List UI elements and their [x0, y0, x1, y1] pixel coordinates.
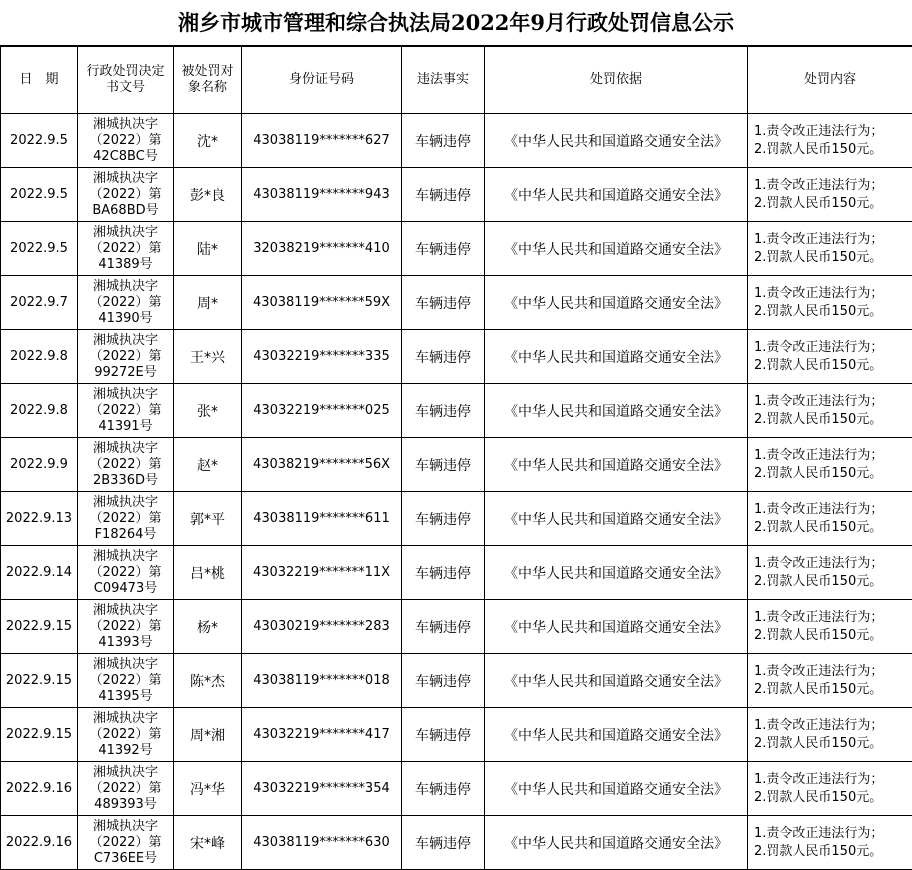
doc-no-line-2: （2022）第	[89, 780, 162, 796]
doc-no-line-3: C736EE号	[93, 850, 158, 866]
cell-id-number: 32038219*******410	[242, 222, 402, 276]
cell-doc-no	[78, 762, 174, 816]
cell-doc-no	[78, 492, 174, 546]
cell-id-number: 43038119*******59X	[242, 276, 402, 330]
table-row	[1, 654, 912, 708]
doc-no-line-2: （2022）第	[89, 726, 162, 742]
table-row	[1, 114, 912, 168]
cell-violation-fact: 车辆违停	[402, 654, 485, 708]
cell-doc-no	[78, 222, 174, 276]
penalty-line-2: 2.罚款人民币150元。	[754, 843, 883, 859]
cell-violation-fact: 车辆违停	[402, 492, 485, 546]
penalty-line-2: 2.罚款人民币150元。	[754, 627, 883, 643]
cell-target-name: 沈*	[174, 114, 242, 168]
cell-penalty-basis: 《中华人民共和国道路交通安全法》	[485, 762, 748, 816]
doc-no-line-2: （2022）第	[89, 294, 162, 310]
doc-no-line-2: （2022）第	[89, 672, 162, 688]
cell-penalty-content	[748, 654, 912, 708]
table-row	[1, 330, 912, 384]
cell-doc-no	[78, 330, 174, 384]
header-row	[1, 47, 912, 114]
penalty-line-2: 2.罚款人民币150元。	[754, 573, 883, 589]
table-row	[1, 438, 912, 492]
cell-date: 2022.9.8	[1, 384, 78, 438]
penalty-table	[0, 46, 912, 870]
cell-date: 2022.9.16	[1, 816, 78, 870]
doc-no-line-2: （2022）第	[89, 510, 162, 526]
cell-date: 2022.9.16	[1, 762, 78, 816]
cell-id-number: 43032219*******025	[242, 384, 402, 438]
cell-target-name: 陈*杰	[174, 654, 242, 708]
cell-target-name: 陆*	[174, 222, 242, 276]
doc-no-line-1: 湘城执决字	[92, 764, 158, 780]
penalty-line-1: 1.责令改正违法行为；	[754, 555, 884, 571]
penalty-line-1: 1.责令改正违法行为；	[754, 339, 884, 355]
doc-no-line-3: F18264号	[94, 526, 157, 542]
header-fact: 违法事实	[402, 47, 485, 114]
cell-target-name: 赵*	[174, 438, 242, 492]
cell-date: 2022.9.9	[1, 438, 78, 492]
doc-no-line-1: 湘城执决字	[92, 386, 158, 402]
table-row	[1, 222, 912, 276]
penalty-line-2: 2.罚款人民币150元。	[754, 357, 883, 373]
cell-id-number: 43038119*******627	[242, 114, 402, 168]
cell-id-number: 43030219*******283	[242, 600, 402, 654]
cell-id-number: 43038119*******611	[242, 492, 402, 546]
cell-target-name: 周*湘	[174, 708, 242, 762]
cell-penalty-content	[748, 384, 912, 438]
cell-id-number: 43032219*******11X	[242, 546, 402, 600]
cell-target-name: 宋*峰	[174, 816, 242, 870]
doc-no-line-1: 湘城执决字	[92, 602, 158, 618]
cell-id-number: 43032219*******417	[242, 708, 402, 762]
cell-penalty-basis: 《中华人民共和国道路交通安全法》	[485, 330, 748, 384]
doc-no-line-3: 42C8BC号	[93, 148, 158, 164]
doc-no-line-3: 99272E号	[94, 364, 157, 380]
cell-penalty-basis: 《中华人民共和国道路交通安全法》	[485, 654, 748, 708]
cell-date: 2022.9.15	[1, 654, 78, 708]
cell-penalty-basis: 《中华人民共和国道路交通安全法》	[485, 708, 748, 762]
penalty-line-2: 2.罚款人民币150元。	[754, 789, 883, 805]
penalty-line-1: 1.责令改正违法行为；	[754, 825, 884, 841]
doc-no-line-1: 湘城执决字	[92, 494, 158, 510]
cell-penalty-basis: 《中华人民共和国道路交通安全法》	[485, 276, 748, 330]
cell-violation-fact: 车辆违停	[402, 438, 485, 492]
penalty-line-2: 2.罚款人民币150元。	[754, 303, 883, 319]
cell-penalty-content	[748, 168, 912, 222]
doc-no-line-2: （2022）第	[89, 456, 162, 472]
doc-no-line-2: （2022）第	[89, 186, 162, 202]
table-row	[1, 600, 912, 654]
cell-date: 2022.9.13	[1, 492, 78, 546]
cell-target-name: 彭*良	[174, 168, 242, 222]
table-row	[1, 816, 912, 870]
doc-no-line-3: 2B336D号	[92, 472, 158, 488]
penalty-line-1: 1.责令改正违法行为；	[754, 717, 884, 733]
cell-penalty-content	[748, 762, 912, 816]
doc-no-line-2: （2022）第	[89, 132, 162, 148]
cell-target-name: 吕*桃	[174, 546, 242, 600]
cell-penalty-content	[748, 222, 912, 276]
cell-penalty-basis: 《中华人民共和国道路交通安全法》	[485, 384, 748, 438]
doc-no-line-2: （2022）第	[89, 402, 162, 418]
doc-no-line-3: BA68BD号	[92, 202, 159, 218]
cell-penalty-basis: 《中华人民共和国道路交通安全法》	[485, 492, 748, 546]
doc-no-line-1: 湘城执决字	[92, 224, 158, 240]
cell-violation-fact: 车辆违停	[402, 546, 485, 600]
header-id-no: 身份证号码	[242, 47, 402, 114]
cell-penalty-basis: 《中华人民共和国道路交通安全法》	[485, 168, 748, 222]
penalty-line-1: 1.责令改正违法行为；	[754, 177, 884, 193]
doc-no-line-3: 41395号	[98, 688, 153, 704]
cell-penalty-basis: 《中华人民共和国道路交通安全法》	[485, 816, 748, 870]
cell-id-number: 43038119*******018	[242, 654, 402, 708]
cell-doc-no	[78, 600, 174, 654]
doc-no-line-1: 湘城执决字	[92, 818, 158, 834]
cell-target-name: 冯*华	[174, 762, 242, 816]
cell-penalty-basis: 《中华人民共和国道路交通安全法》	[485, 600, 748, 654]
penalty-line-2: 2.罚款人民币150元。	[754, 249, 883, 265]
cell-penalty-content	[748, 330, 912, 384]
cell-violation-fact: 车辆违停	[402, 114, 485, 168]
cell-penalty-basis: 《中华人民共和国道路交通安全法》	[485, 222, 748, 276]
header-date: 日 期	[1, 47, 78, 114]
doc-no-line-3: 41393号	[98, 634, 153, 650]
cell-target-name: 杨*	[174, 600, 242, 654]
cell-target-name: 周*	[174, 276, 242, 330]
cell-violation-fact: 车辆违停	[402, 600, 485, 654]
cell-penalty-content	[748, 546, 912, 600]
penalty-line-1: 1.责令改正违法行为；	[754, 231, 884, 247]
cell-doc-no	[78, 384, 174, 438]
page-title: 湘乡市城市管理和综合执法局2022年9月行政处罚信息公示	[0, 0, 912, 46]
doc-no-line-2: （2022）第	[89, 348, 162, 364]
doc-no-line-1: 湘城执决字	[92, 710, 158, 726]
doc-no-line-2: （2022）第	[89, 618, 162, 634]
doc-no-line-3: 41392号	[98, 742, 153, 758]
cell-violation-fact: 车辆违停	[402, 276, 485, 330]
cell-penalty-content	[748, 114, 912, 168]
doc-no-line-3: 489393号	[94, 796, 157, 812]
table-row	[1, 168, 912, 222]
penalty-line-2: 2.罚款人民币150元。	[754, 141, 883, 157]
cell-violation-fact: 车辆违停	[402, 222, 485, 276]
penalty-line-2: 2.罚款人民币150元。	[754, 411, 883, 427]
doc-no-line-2: （2022）第	[89, 240, 162, 256]
header-doc-no: 行政处罚决定书文号	[78, 47, 174, 114]
penalty-line-1: 1.责令改正违法行为；	[754, 609, 884, 625]
doc-no-line-1: 湘城执决字	[92, 548, 158, 564]
penalty-line-2: 2.罚款人民币150元。	[754, 195, 883, 211]
cell-date: 2022.9.8	[1, 330, 78, 384]
penalty-line-1: 1.责令改正违法行为；	[754, 123, 884, 139]
cell-doc-no	[78, 276, 174, 330]
cell-violation-fact: 车辆违停	[402, 168, 485, 222]
penalty-line-1: 1.责令改正违法行为；	[754, 663, 884, 679]
cell-penalty-content	[748, 276, 912, 330]
cell-date: 2022.9.5	[1, 222, 78, 276]
penalty-line-1: 1.责令改正违法行为；	[754, 447, 884, 463]
doc-no-line-1: 湘城执决字	[92, 170, 158, 186]
cell-penalty-basis: 《中华人民共和国道路交通安全法》	[485, 438, 748, 492]
cell-penalty-content	[748, 600, 912, 654]
doc-no-line-2: （2022）第	[89, 564, 162, 580]
doc-no-line-3: 41390号	[98, 310, 153, 326]
doc-no-line-3: 41391号	[98, 418, 153, 434]
penalty-line-2: 2.罚款人民币150元。	[754, 681, 883, 697]
cell-id-number: 43032219*******354	[242, 762, 402, 816]
doc-no-line-3: C09473号	[93, 580, 158, 596]
cell-doc-no	[78, 708, 174, 762]
cell-target-name: 王*兴	[174, 330, 242, 384]
cell-violation-fact: 车辆违停	[402, 384, 485, 438]
cell-target-name: 张*	[174, 384, 242, 438]
cell-date: 2022.9.5	[1, 114, 78, 168]
cell-violation-fact: 车辆违停	[402, 330, 485, 384]
table-row	[1, 492, 912, 546]
cell-target-name: 郭*平	[174, 492, 242, 546]
cell-penalty-content	[748, 492, 912, 546]
table-row	[1, 384, 912, 438]
cell-penalty-basis: 《中华人民共和国道路交通安全法》	[485, 546, 748, 600]
cell-date: 2022.9.15	[1, 600, 78, 654]
cell-id-number: 43032219*******335	[242, 330, 402, 384]
cell-doc-no	[78, 114, 174, 168]
header-content: 处罚内容	[748, 47, 912, 114]
penalty-line-1: 1.责令改正违法行为；	[754, 285, 884, 301]
cell-penalty-content	[748, 708, 912, 762]
cell-date: 2022.9.14	[1, 546, 78, 600]
table-row	[1, 762, 912, 816]
doc-no-line-2: （2022）第	[89, 834, 162, 850]
cell-doc-no	[78, 654, 174, 708]
cell-violation-fact: 车辆违停	[402, 816, 485, 870]
penalty-line-2: 2.罚款人民币150元。	[754, 519, 883, 535]
doc-no-line-1: 湘城执决字	[92, 332, 158, 348]
penalty-line-2: 2.罚款人民币150元。	[754, 735, 883, 751]
cell-doc-no	[78, 438, 174, 492]
doc-no-line-1: 湘城执决字	[92, 656, 158, 672]
cell-penalty-content	[748, 816, 912, 870]
penalty-line-1: 1.责令改正违法行为；	[754, 501, 884, 517]
cell-doc-no	[78, 816, 174, 870]
cell-penalty-basis: 《中华人民共和国道路交通安全法》	[485, 114, 748, 168]
cell-date: 2022.9.7	[1, 276, 78, 330]
cell-date: 2022.9.5	[1, 168, 78, 222]
cell-violation-fact: 车辆违停	[402, 762, 485, 816]
doc-no-line-3: 41389号	[98, 256, 153, 272]
cell-date: 2022.9.15	[1, 708, 78, 762]
cell-id-number: 43038219*******56X	[242, 438, 402, 492]
doc-no-line-1: 湘城执决字	[92, 278, 158, 294]
table-row	[1, 708, 912, 762]
table-row	[1, 546, 912, 600]
header-basis: 处罚依据	[485, 47, 748, 114]
cell-doc-no	[78, 168, 174, 222]
penalty-line-1: 1.责令改正违法行为；	[754, 771, 884, 787]
cell-id-number: 43038119*******943	[242, 168, 402, 222]
cell-doc-no	[78, 546, 174, 600]
penalty-line-2: 2.罚款人民币150元。	[754, 465, 883, 481]
table-row	[1, 276, 912, 330]
penalty-line-1: 1.责令改正违法行为；	[754, 393, 884, 409]
doc-no-line-1: 湘城执决字	[92, 116, 158, 132]
doc-no-line-1: 湘城执决字	[92, 440, 158, 456]
cell-id-number: 43038119*******630	[242, 816, 402, 870]
cell-violation-fact: 车辆违停	[402, 708, 485, 762]
cell-penalty-content	[748, 438, 912, 492]
header-target: 被处罚对象名称	[174, 47, 242, 114]
